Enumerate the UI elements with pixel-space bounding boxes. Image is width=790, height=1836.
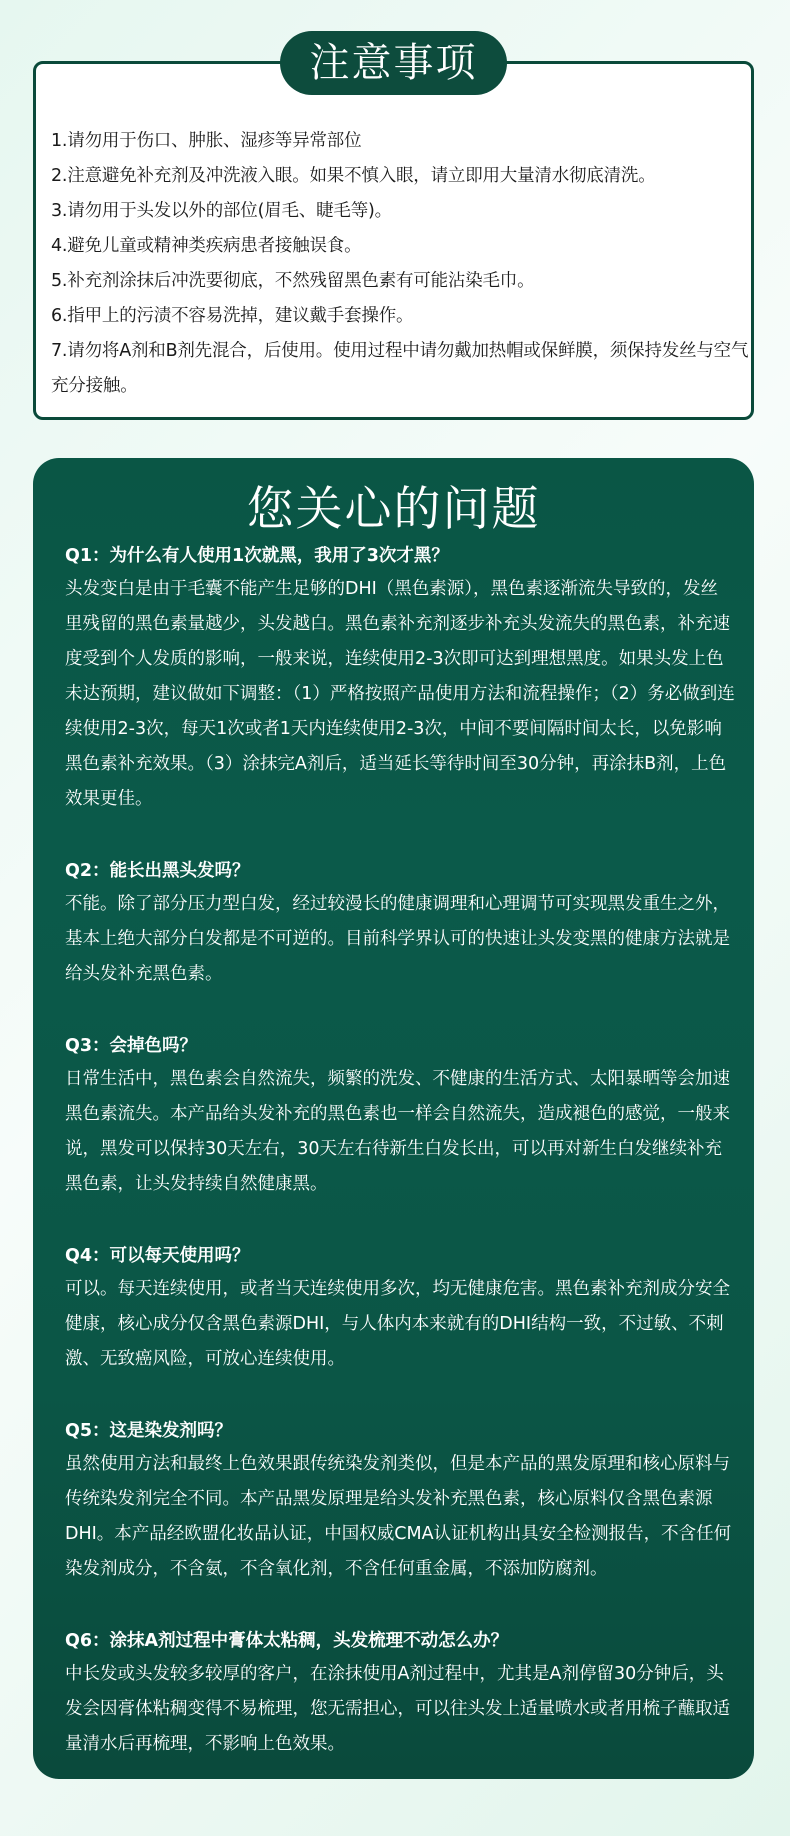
faq-question: Q2：能长出黑头发吗？ [65, 861, 250, 881]
notice-item: 6.指甲上的污渍不容易洗掉，建议戴手套操作。 [51, 306, 414, 326]
faq-title: 您关心的问题 [246, 482, 541, 537]
faq-answer: 可以。每天连续使用，或者当天连续使用多次，均无健康危害。黑色素补充剂成分安全健康，核心成分仅含黑色素源DHI，与人体内本来就有的DHI结构一致，不过敏、不刺激、无致癌风险，可放心连续使用。 [65, 1279, 730, 1369]
faq-item [65, 1625, 735, 1762]
faq-list [65, 540, 735, 1800]
notice-box [33, 61, 754, 420]
notice-list [51, 124, 751, 404]
faq-question: Q5：这是染发剂吗？ [65, 1421, 233, 1441]
faq-question: Q3：会掉色吗？ [65, 1036, 198, 1056]
faq-answer: 日常生活中，黑色素会自然流失，频繁的洗发、不健康的生活方式、太阳暴晒等会加速黑色素流失。本产品给头发补充的黑色素也一样会自然流失，造成褪色的感觉，一般来说，黑发可以保持30天左右，30天左右待新生白发长出，可以再对新生白发继续补充黑色素，让头发持续自然健康黑。 [65, 1069, 730, 1194]
faq-question: Q4：可以每天使用吗？ [65, 1246, 250, 1266]
faq-panel [33, 458, 754, 1779]
faq-item [65, 1240, 735, 1377]
notice-item: 3.请勿用于头发以外的部位(眉毛、睫毛等)。 [51, 201, 392, 221]
faq-answer: 虽然使用方法和最终上色效果跟传统染发剂类似，但是本产品的黑发原理和核心原料与传统染发剂完全不同。本产品黑发原理是给头发补充黑色素，核心原料仅含黑色素源DHI。本产品经欧盟化妆品认证，中国权威CMA认证机构出具安全检测报告，不含任何染发剂成分，不含氨，不含氧化剂，不含任何重金属，不添加防腐剂。 [65, 1454, 732, 1579]
notice-item: 5.补充剂涂抹后冲洗要彻底，不然残留黑色素有可能沾染毛巾。 [51, 271, 535, 291]
notice-item: 1.请勿用于伤口、肿胀、湿疹等异常部位 [51, 131, 362, 151]
faq-answer: 中长发或头发较多较厚的客户，在涂抹使用A剂过程中，尤其是A剂停留30分钟后，头发会因膏体粘稠变得不易梳理，您无需担心，可以往头发上适量喷水或者用梳子蘸取适量清水后再梳理，不影响上色效果。 [65, 1664, 730, 1754]
faq-answer: 头发变白是由于毛囊不能产生足够的DHI（黑色素源），黑色素逐渐流失导致的，发丝里残留的黑色素量越少，头发越白。黑色素补充剂逐步补充头发流失的黑色素，补充速度受到个人发质的影响，一般来说，连续使用2-3次即可达到理想黑度。如果头发上色未达预期，建议做如下调整：（1）严格按照产品使用方法和流程操作；（2）务必做到连续使用2-3次，每天1次或者1天内连续使用2-3次，中间不要间隔时间太长，以免影响黑色素补充效果。（3）涂抹完A剂后，适当延长等待时间至30分钟，再涂抹B剂，上色效果更佳。 [65, 579, 735, 809]
faq-answer: 不能。除了部分压力型白发，经过较漫长的健康调理和心理调节可实现黑发重生之外，基本上绝大部分白发都是不可逆的。目前科学界认可的快速让头发变黑的健康方法就是给头发补充黑色素。 [65, 894, 730, 984]
faq-item [65, 1415, 735, 1587]
faq-question: Q6：涂抹A剂过程中膏体太粘稠，头发梳理不动怎么办？ [65, 1631, 509, 1651]
faq-item [65, 540, 735, 817]
notice-item: 4.避免儿童或精神类疾病患者接触误食。 [51, 236, 362, 256]
notice-item: 7.请勿将A剂和B剂先混合，后使用。使用过程中请勿戴加热帽或保鲜膜，须保持发丝与空气充分接触。 [51, 341, 749, 396]
notice-title: 注意事项 [280, 31, 507, 95]
faq-item [65, 855, 735, 992]
faq-item [65, 1030, 735, 1202]
faq-question: Q1：为什么有人使用1次就黑，我用了3次才黑？ [65, 546, 449, 566]
notice-item: 2.注意避免补充剂及冲洗液入眼。如果不慎入眼，请立即用大量清水彻底清洗。 [51, 166, 656, 186]
